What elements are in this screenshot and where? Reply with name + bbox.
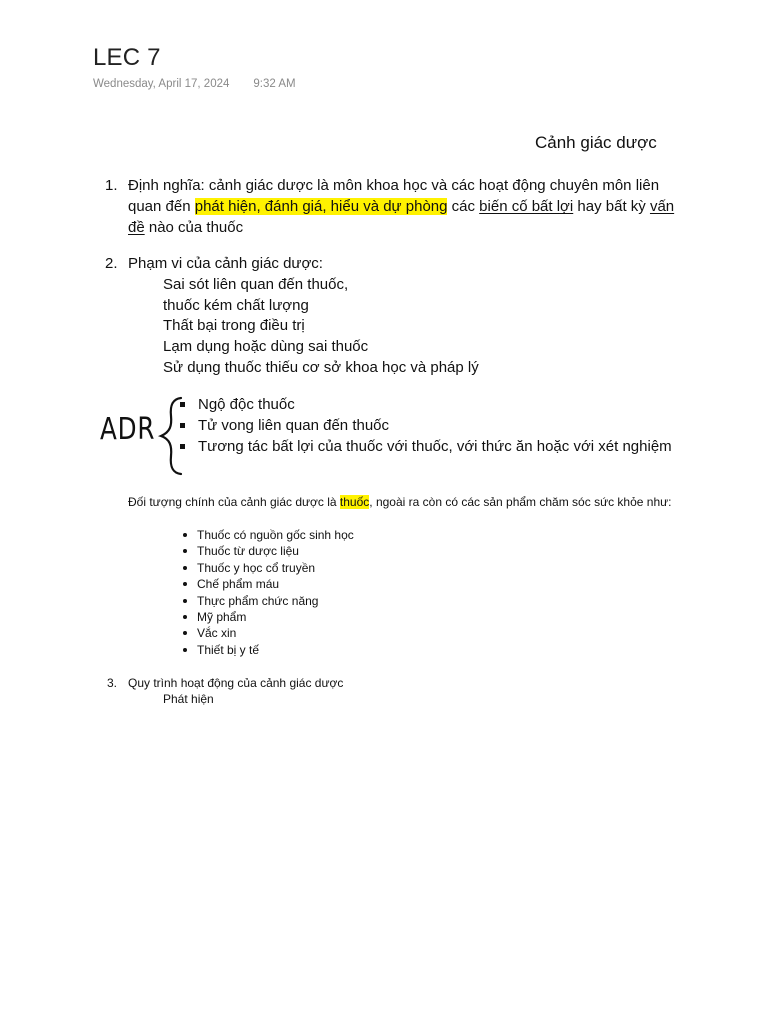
bullet-icon (183, 615, 187, 619)
definition-part4: nào của thuốc (144, 218, 244, 236)
bullet-icon (183, 582, 187, 586)
adr-item-text: Ngộ độc thuốc (198, 396, 295, 413)
adr-item-text: Tương tác bất lợi của thuốc với thuốc, với thức ăn hoặc với xét nghiệm (198, 437, 672, 455)
scope-title: Phạm vi của cảnh giác dược: (128, 255, 323, 272)
adr-list-item (180, 437, 680, 458)
process-title: Quy trình hoạt động của cảnh giác dược (128, 676, 344, 690)
objects-intro-part1: Đối tượng chính của cảnh giác dược là (128, 495, 340, 509)
objects-list-item (183, 609, 354, 625)
objects-intro-highlight: thuốc (339, 495, 370, 509)
process-item (107, 675, 343, 708)
objects-list-item (183, 576, 354, 592)
objects-list-item (183, 625, 354, 641)
page-title: LEC 7 (93, 44, 161, 71)
adr-item-text: Tử vong liên quan đến thuốc (198, 416, 390, 434)
objects-item-text: Thuốc từ dược liệu (197, 544, 299, 559)
objects-intro-part2: , ngoài ra còn có các sản phẩm chăm sóc sức khỏe như: (369, 495, 672, 509)
scope-list (163, 275, 685, 379)
objects-list-item (183, 527, 354, 543)
definition-number: 1. (105, 177, 118, 194)
definition-part2: các (447, 197, 480, 215)
bullet-icon (183, 599, 187, 603)
process-number: 3. (107, 676, 118, 690)
doc-heading: Cảnh giác dược (535, 133, 657, 152)
scope-number: 2. (105, 255, 118, 272)
bullet-icon (183, 549, 187, 553)
scope-list-item: Sai sót liên quan đến thuốc, (163, 275, 349, 293)
adr-list-item (180, 416, 680, 437)
scope-item (105, 254, 685, 379)
adr-list (180, 395, 680, 457)
objects-intro (128, 494, 688, 510)
objects-item-text: Mỹ phẩm (197, 610, 247, 625)
definition-part3: hay bất kỳ (573, 197, 650, 215)
bullet-icon (183, 566, 187, 570)
page-time: 9:32 AM (253, 78, 296, 90)
objects-item-text: Thiết bị y tế (197, 642, 260, 657)
scope-list-item: Sử dụng thuốc thiếu cơ sở khoa học và pháp lý (163, 358, 479, 376)
bullet-icon (183, 533, 187, 537)
scope-list-item: Lạm dụng hoặc dùng sai thuốc (163, 338, 369, 356)
definition-text (128, 176, 685, 238)
square-bullet-icon (180, 444, 185, 449)
process-list-item: Phát hiện (163, 692, 214, 707)
page-date: Wednesday, April 17, 2024 (93, 78, 230, 90)
objects-list (183, 527, 354, 658)
scope-list-item: thuốc kém chất lượng (163, 296, 309, 314)
objects-item-text: Thực phẩm chức năng (197, 593, 319, 608)
adr-label: ADR (100, 412, 156, 447)
definition-item (105, 176, 685, 238)
adr-list-item (180, 395, 680, 416)
square-bullet-icon (180, 402, 185, 407)
objects-list-item (183, 543, 354, 559)
definition-underline-adverse-events: biến cố bất lợi (479, 197, 574, 215)
objects-list-item (183, 642, 354, 658)
bullet-icon (183, 631, 187, 635)
definition-part1: Định nghĩa: cảnh giác dược là môn khoa học và các hoạt động chuyên môn liên quan đến (128, 177, 660, 215)
objects-item-text: Thuốc y học cổ truyền (197, 560, 316, 575)
objects-list-item (183, 560, 354, 576)
objects-item-text: Thuốc có nguồn gốc sinh học (197, 528, 354, 542)
definition-underline-issues: vấn đề (128, 197, 675, 236)
bullet-icon (183, 648, 187, 652)
objects-item-text: Chế phẩm máu (197, 577, 280, 592)
page-meta (93, 78, 296, 90)
square-bullet-icon (180, 423, 185, 428)
definition-highlight: phát hiện, đánh giá, hiểu và dự phòng (194, 197, 448, 215)
objects-item-text: Vắc xin (197, 626, 237, 641)
scope-list-item: Thất bại trong điều trị (163, 317, 305, 335)
objects-list-item (183, 593, 354, 609)
